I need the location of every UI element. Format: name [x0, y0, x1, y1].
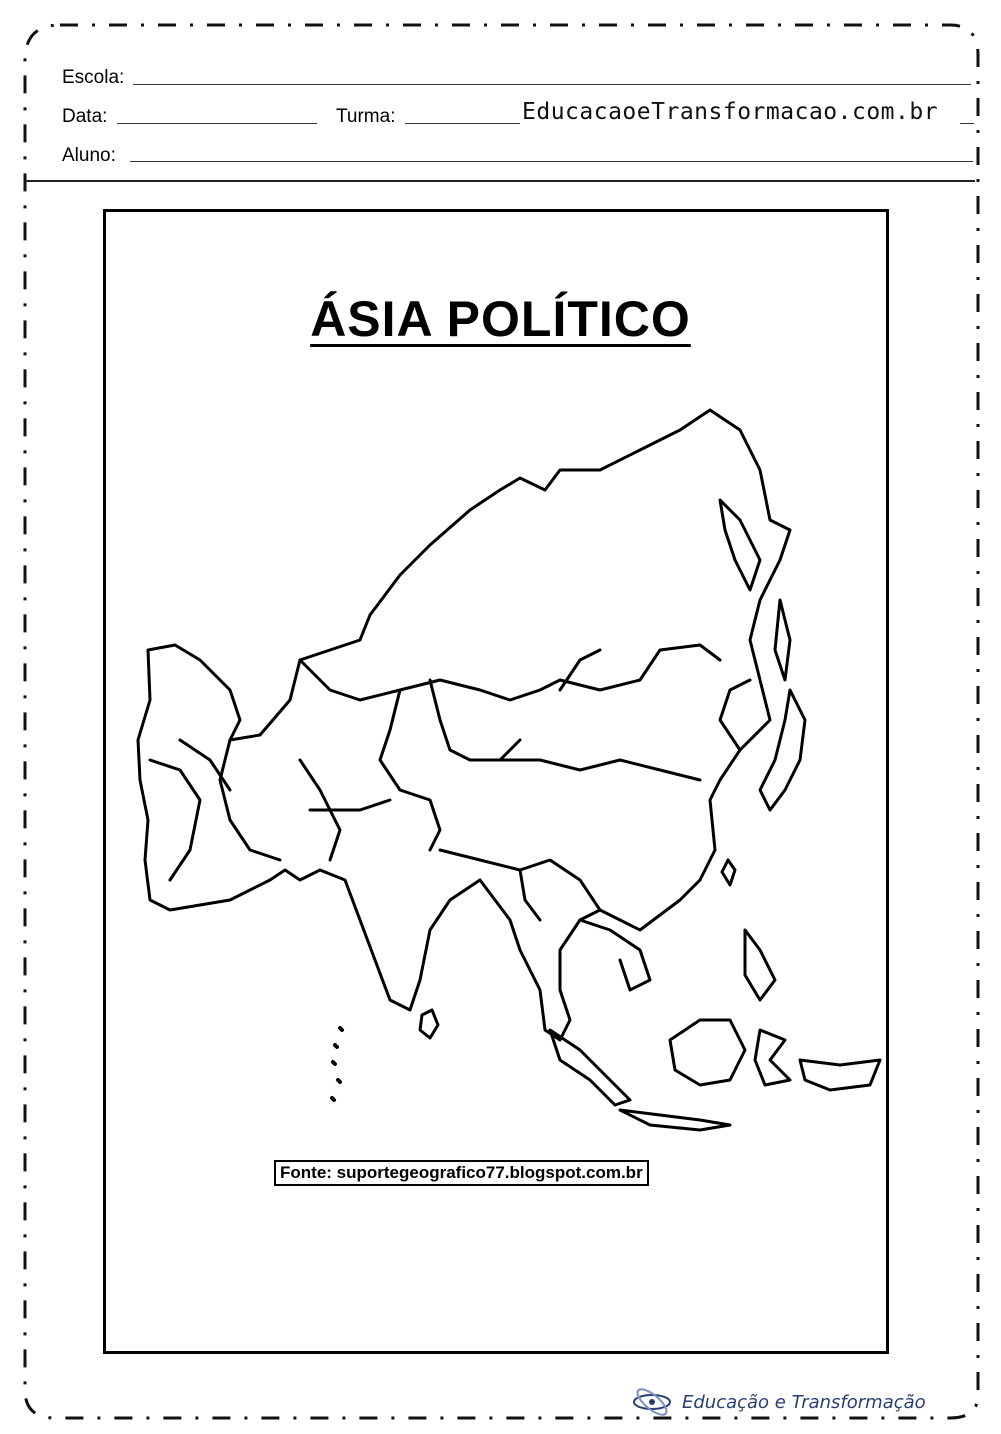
- school-label: Escola:: [62, 67, 125, 88]
- map-title: ÁSIA POLÍTICO: [310, 291, 691, 347]
- student-label: Aluno:: [62, 145, 116, 166]
- map-source-caption: Fonte: suportegeografico77.blogspot.com.br: [274, 1160, 649, 1186]
- date-label: Data:: [62, 106, 108, 127]
- brand-footer: [630, 1387, 926, 1417]
- atom-logo-icon: [630, 1387, 674, 1417]
- brand-name: Educação e Transformação: [682, 1391, 926, 1413]
- website-text: EducacaoeTransformacao.com.br: [522, 99, 939, 125]
- class-label: Turma:: [336, 106, 396, 127]
